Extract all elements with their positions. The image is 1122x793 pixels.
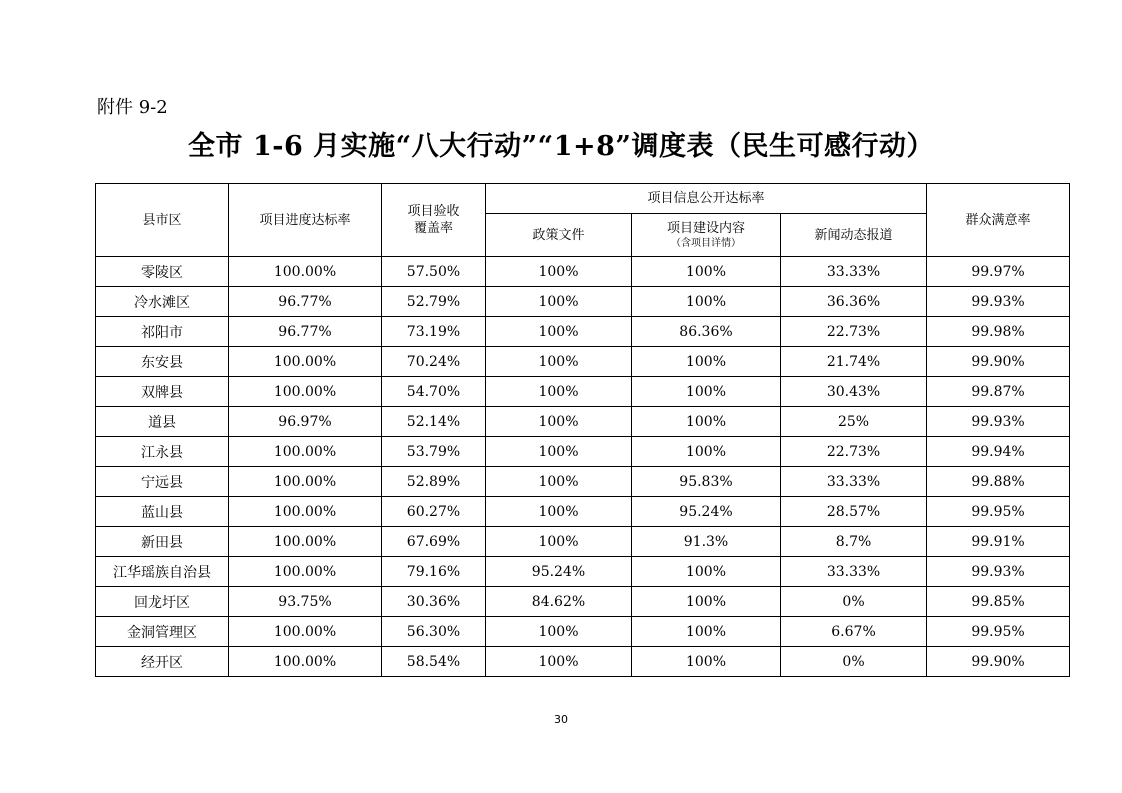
cell-news: 22.73% [781,437,927,467]
cell-acceptance: 70.24% [382,347,486,377]
cell-county: 东安县 [96,347,229,377]
dispatch-table [95,183,1070,677]
table-header [96,184,1070,257]
cell-county: 经开区 [96,647,229,677]
cell-county: 江永县 [96,437,229,467]
cell-county: 新田县 [96,527,229,557]
table-row [96,527,1070,557]
cell-progress: 96.97% [229,407,382,437]
table-row [96,557,1070,587]
cell-news: 6.67% [781,617,927,647]
table-row [96,647,1070,677]
cell-construction: 100% [632,287,781,317]
cell-county: 双牌县 [96,377,229,407]
cell-acceptance: 73.19% [382,317,486,347]
cell-progress: 100.00% [229,347,382,377]
table-row [96,257,1070,287]
cell-acceptance: 52.89% [382,467,486,497]
table-row [96,347,1070,377]
cell-construction: 100% [632,437,781,467]
cell-news: 0% [781,647,927,677]
cell-county: 零陵区 [96,257,229,287]
cell-satisfaction: 99.93% [927,287,1070,317]
cell-acceptance: 30.36% [382,587,486,617]
cell-policy: 100% [486,377,632,407]
cell-news: 36.36% [781,287,927,317]
cell-satisfaction: 99.91% [927,527,1070,557]
cell-satisfaction: 99.85% [927,587,1070,617]
cell-satisfaction: 99.97% [927,257,1070,287]
cell-acceptance: 54.70% [382,377,486,407]
cell-acceptance: 79.16% [382,557,486,587]
cell-satisfaction: 99.90% [927,347,1070,377]
cell-acceptance: 67.69% [382,527,486,557]
header-acceptance-coverage [382,184,486,257]
cell-news: 8.7% [781,527,927,557]
cell-policy: 100% [486,407,632,437]
cell-policy: 100% [486,257,632,287]
cell-news: 21.74% [781,347,927,377]
cell-progress: 96.77% [229,317,382,347]
header-acceptance-line1: 项目验收 [407,204,460,219]
cell-progress: 100.00% [229,377,382,407]
cell-satisfaction: 99.95% [927,497,1070,527]
cell-county: 回龙圩区 [96,587,229,617]
table-row [96,377,1070,407]
header-county: 县市区 [96,184,229,257]
cell-policy: 100% [486,617,632,647]
cell-construction: 86.36% [632,317,781,347]
cell-construction: 100% [632,377,781,407]
cell-progress: 100.00% [229,617,382,647]
cell-construction: 95.24% [632,497,781,527]
cell-construction: 95.83% [632,467,781,497]
cell-news: 25% [781,407,927,437]
cell-policy: 84.62% [486,587,632,617]
cell-progress: 100.00% [229,527,382,557]
cell-acceptance: 57.50% [382,257,486,287]
cell-policy: 100% [486,317,632,347]
cell-news: 33.33% [781,257,927,287]
cell-news: 28.57% [781,497,927,527]
cell-acceptance: 58.54% [382,647,486,677]
cell-construction: 100% [632,257,781,287]
cell-progress: 100.00% [229,467,382,497]
table-row [96,407,1070,437]
cell-county: 宁远县 [96,467,229,497]
cell-construction: 100% [632,557,781,587]
cell-satisfaction: 99.87% [927,377,1070,407]
cell-acceptance: 53.79% [382,437,486,467]
cell-policy: 100% [486,647,632,677]
cell-satisfaction: 99.95% [927,617,1070,647]
cell-county: 江华瑶族自治县 [96,557,229,587]
cell-construction: 91.3% [632,527,781,557]
cell-satisfaction: 99.93% [927,407,1070,437]
cell-construction: 100% [632,647,781,677]
table-row [96,437,1070,467]
cell-progress: 100.00% [229,647,382,677]
header-construction-line1: 项目建设内容 [666,220,745,236]
cell-satisfaction: 99.93% [927,557,1070,587]
cell-county: 冷水滩区 [96,287,229,317]
header-info-disclosure-group: 项目信息公开达标率 [486,184,927,214]
cell-county: 金洞管理区 [96,617,229,647]
cell-construction: 100% [632,407,781,437]
table-row [96,617,1070,647]
cell-policy: 100% [486,287,632,317]
cell-policy: 100% [486,437,632,467]
page-number: 30 [554,713,568,726]
cell-progress: 93.75% [229,587,382,617]
cell-construction: 100% [632,617,781,647]
cell-county: 蓝山县 [96,497,229,527]
cell-progress: 100.00% [229,257,382,287]
table-row [96,467,1070,497]
header-satisfaction: 群众满意率 [927,184,1070,257]
cell-county: 祁阳市 [96,317,229,347]
cell-acceptance: 52.14% [382,407,486,437]
cell-news: 0% [781,587,927,617]
document-title: 全市 1-6 月实施“八大行动”“1+8”调度表（民生可感行动） [188,131,934,162]
cell-news: 33.33% [781,467,927,497]
attachment-label: 附件 9-2 [97,97,168,118]
header-policy-docs: 政策文件 [486,214,632,257]
cell-construction: 100% [632,347,781,377]
cell-acceptance: 60.27% [382,497,486,527]
cell-news: 22.73% [781,317,927,347]
cell-policy: 100% [486,497,632,527]
table-body [96,257,1070,677]
cell-acceptance: 56.30% [382,617,486,647]
cell-policy: 100% [486,347,632,377]
header-acceptance-line2: 覆盖率 [413,221,453,236]
header-news-reports: 新闻动态报道 [781,214,927,257]
table-row [96,317,1070,347]
table-row [96,287,1070,317]
cell-progress: 96.77% [229,287,382,317]
header-construction-content [632,214,781,257]
table-row [96,587,1070,617]
cell-satisfaction: 99.90% [927,647,1070,677]
cell-acceptance: 52.79% [382,287,486,317]
cell-policy: 100% [486,527,632,557]
cell-news: 30.43% [781,377,927,407]
cell-construction: 100% [632,587,781,617]
cell-satisfaction: 99.98% [927,317,1070,347]
cell-satisfaction: 99.94% [927,437,1070,467]
header-construction-note: （含项目详情） [671,237,741,249]
header-progress-rate: 项目进度达标率 [229,184,382,257]
cell-progress: 100.00% [229,557,382,587]
cell-policy: 95.24% [486,557,632,587]
cell-satisfaction: 99.88% [927,467,1070,497]
cell-progress: 100.00% [229,437,382,467]
cell-county: 道县 [96,407,229,437]
cell-policy: 100% [486,467,632,497]
cell-news: 33.33% [781,557,927,587]
table-row [96,497,1070,527]
cell-progress: 100.00% [229,497,382,527]
